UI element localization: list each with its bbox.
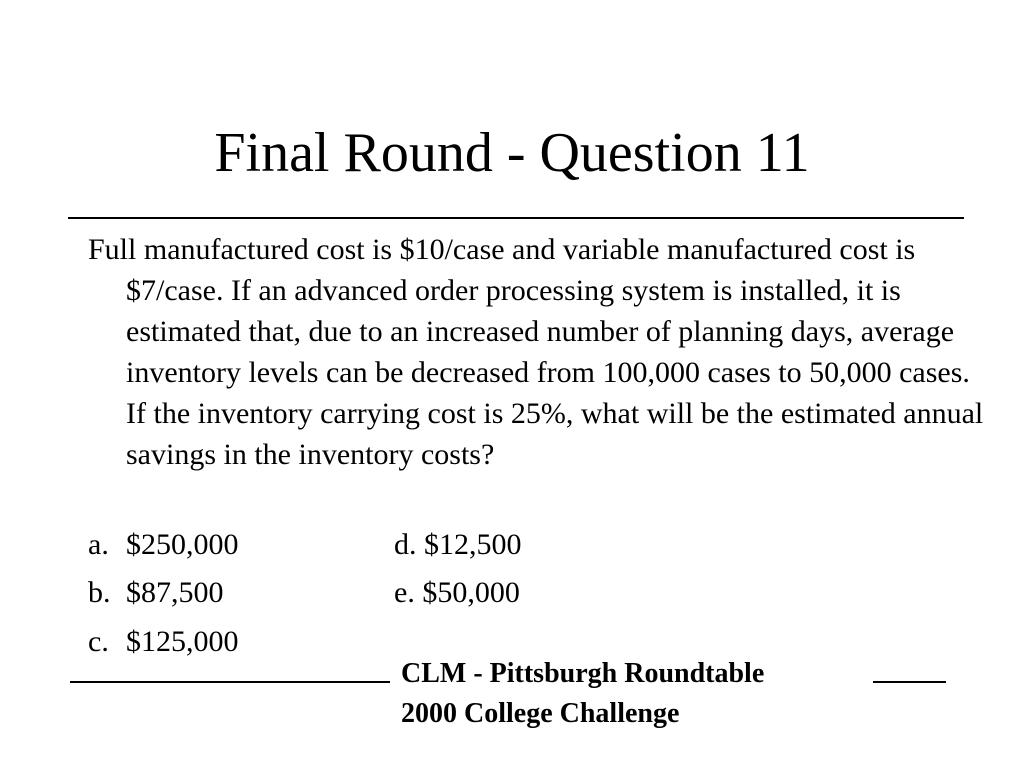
answer-row [88, 524, 788, 565]
answer-b-value: $87,500 [126, 576, 224, 609]
answer-c-letter: c. [88, 625, 109, 658]
answer-c-value: $125,000 [126, 625, 239, 658]
slide-footer [401, 654, 764, 734]
footer-line-1: CLM - Pittsburgh Roundtable [401, 658, 765, 689]
footer-divider-right [873, 681, 946, 683]
answer-d: d. $12,500 [394, 528, 522, 561]
footer-divider-left [70, 681, 390, 683]
footer-line-2: 2000 College Challenge [401, 698, 680, 729]
slide-title: Final Round - Question 11 [214, 122, 810, 184]
title-divider [68, 217, 964, 219]
question-text: Full manufactured cost is $10/case and variable manufactured cost is $7/case. If an advanced order processing system is installed, it is estimated that, due to an increased number of planning days, average inventory levels can be decreased from 100,000 cases to 50,000 cases. If the inventory carrying cost is 25%, what will be the estimated annual savings in the inventory costs? [88, 233, 984, 471]
answer-row [88, 572, 788, 613]
answer-a-letter: a. [88, 528, 109, 561]
answer-a-value: $250,000 [126, 528, 239, 561]
answer-b-letter: b. [88, 576, 111, 609]
answer-e: e. $50,000 [394, 576, 520, 609]
